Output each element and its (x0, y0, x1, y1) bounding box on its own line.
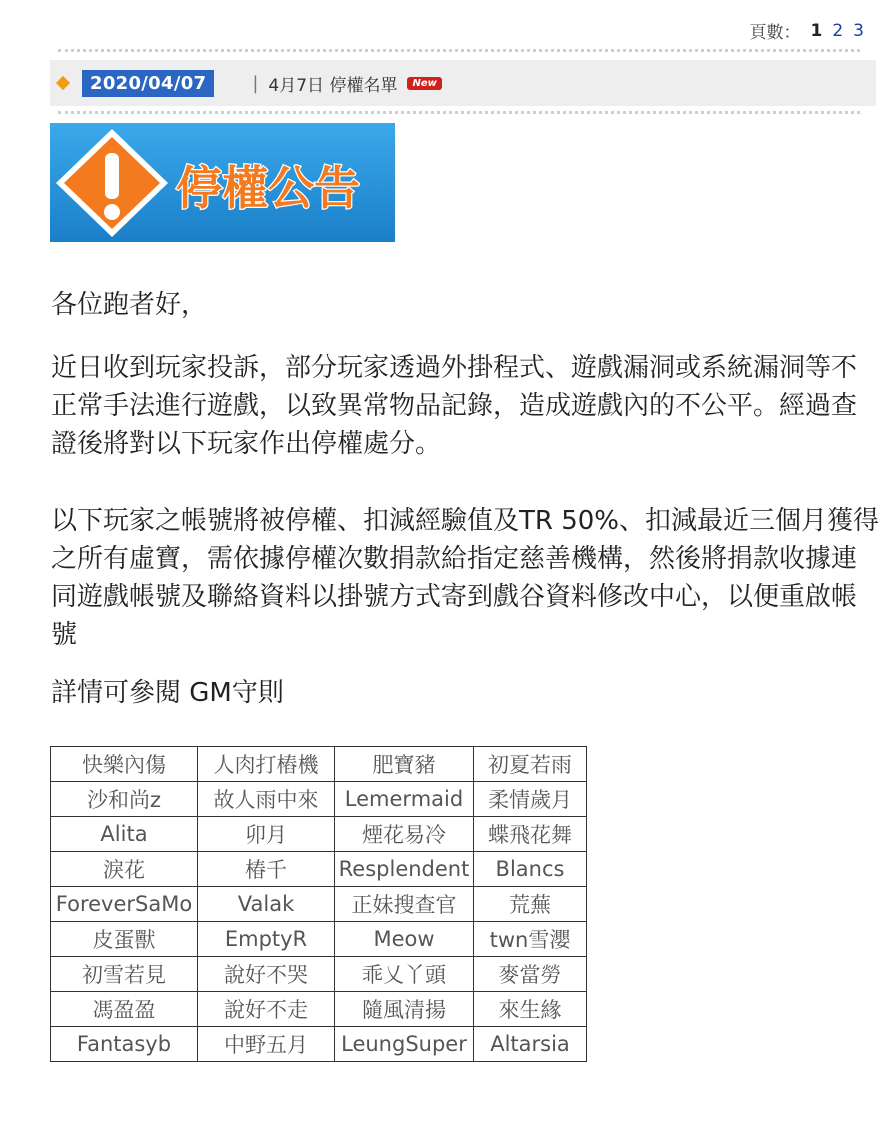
table-cell: LeungSuper (335, 1027, 474, 1062)
table-cell: 乖乂丫頭 (335, 957, 474, 992)
table-cell: 中野五月 (198, 1027, 335, 1062)
table-cell: 說好不哭 (198, 957, 335, 992)
table-cell: Valak (198, 887, 335, 922)
pagination-label: 頁數： (749, 23, 801, 43)
table-cell: 沙和尚z (51, 782, 198, 817)
gm-rules-reference: 詳情可參閱 GM守則 (51, 678, 284, 708)
table-row (51, 957, 587, 992)
article-header-bar (50, 60, 876, 106)
table-cell: 快樂內傷 (51, 747, 198, 782)
greeting-text: 各位跑者好， (51, 290, 208, 320)
table-row (51, 817, 587, 852)
banner-title: 停權公告 (176, 161, 360, 215)
table-cell: 麥當勞 (474, 957, 587, 992)
suspension-notice-banner (50, 123, 395, 242)
page-link-3[interactable]: 3 (853, 20, 864, 41)
table-cell: 初雪若見 (51, 957, 198, 992)
table-cell: 說好不走 (198, 992, 335, 1027)
table-row (51, 922, 587, 957)
complaint-paragraph: 近日收到玩家投訴，部分玩家透過外掛程式、遊戲漏洞或系統漏洞等不正常手法進行遊戲，以致異常物品記錄，造成遊戲內的不公平。經過查證後將對以下玩家作出停權處分。 (51, 353, 858, 459)
new-badge: New (407, 77, 441, 90)
table-row (51, 747, 587, 782)
table-row (51, 992, 587, 1027)
table-cell: 柔情歲月 (474, 782, 587, 817)
table-cell: 正妹搜查官 (335, 887, 474, 922)
dotted-divider-top (58, 49, 860, 52)
table-row (51, 852, 587, 887)
table-cell: 人肉打樁機 (198, 747, 335, 782)
bullet-diamond-icon (56, 76, 70, 90)
table-cell: Fantasyb (51, 1027, 198, 1062)
pagination (750, 18, 865, 43)
table-cell: Meow (335, 922, 474, 957)
table-cell: Lemermaid (335, 782, 474, 817)
article-date: 2020/04/07 (82, 70, 214, 97)
article-title[interactable]: 4月7日 停權名單 (268, 75, 398, 96)
table-cell: 淚花 (51, 852, 198, 887)
table-cell: 隨風清揚 (335, 992, 474, 1027)
table-row (51, 1027, 587, 1062)
table-cell: 馮盈盈 (51, 992, 198, 1027)
header-separator: | (252, 72, 259, 94)
table-cell: 煙花易冷 (335, 817, 474, 852)
table-cell: 肥寶豬 (335, 747, 474, 782)
table-row (51, 887, 587, 922)
table-cell: 蝶飛花舞 (474, 817, 587, 852)
banned-players-table (50, 746, 587, 1062)
table-cell: 卯月 (198, 817, 335, 852)
penalty-paragraph: 以下玩家之帳號將被停權、扣減經驗值及TR 50%、扣減最近三個月獲得之所有虛寶，需依據停權次數捐款給指定慈善機構，然後將捐款收據連同遊戲帳號及聯絡資料以掛號方式寄到戲谷資料修改中心，以便重啟帳號 (51, 506, 880, 650)
page-link-1[interactable]: 1 (810, 20, 823, 41)
table-cell: 皮蛋獸 (51, 922, 198, 957)
table-row (51, 782, 587, 817)
table-cell: 故人雨中來 (198, 782, 335, 817)
table-cell: twn雪瀴 (474, 922, 587, 957)
page-link-2[interactable]: 2 (832, 20, 844, 41)
table-cell: EmptyR (198, 922, 335, 957)
table-cell: Blancs (474, 852, 587, 887)
table-cell: 椿千 (198, 852, 335, 887)
dotted-divider-bottom (58, 111, 860, 114)
table-cell: 來生緣 (474, 992, 587, 1027)
table-cell: 初夏若雨 (474, 747, 587, 782)
table-cell: Altarsia (474, 1027, 587, 1062)
table-cell: 荒蕪 (474, 887, 587, 922)
table-cell: Alita (51, 817, 198, 852)
table-cell: Resplendent (335, 852, 474, 887)
table-cell: ForeverSaMo (51, 887, 198, 922)
